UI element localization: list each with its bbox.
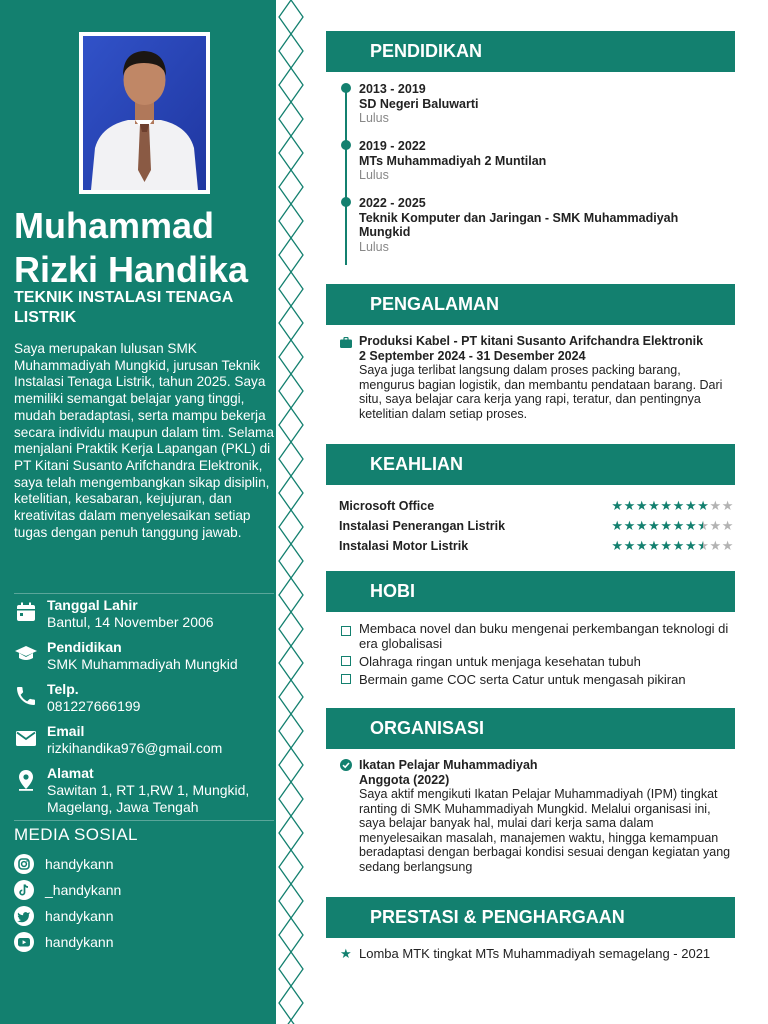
education-school: MTs Muhammadiyah 2 Muntilan bbox=[359, 153, 547, 168]
contact-label: Email bbox=[47, 723, 85, 739]
rating-star: ★ bbox=[697, 538, 710, 553]
organization-position: Anggota (2022) bbox=[359, 772, 450, 787]
skill-name: Microsoft Office bbox=[339, 499, 435, 513]
rating-star: ★ bbox=[660, 518, 673, 533]
hobby-item: Olahraga ringan untuk menjaga kesehatan tubuh bbox=[359, 654, 641, 669]
section-heading-experience: PENGALAMAN bbox=[326, 284, 735, 325]
media-title: MEDIA SOSIAL bbox=[14, 825, 138, 844]
social-tiktok[interactable] bbox=[14, 880, 254, 902]
experience-title: Produksi Kabel - PT kitani Susanto Arifchandra Elektronik bbox=[359, 334, 704, 348]
education-years: 2013 - 2019 bbox=[359, 82, 426, 96]
rating-star: ★ bbox=[684, 518, 698, 533]
location-pin-icon bbox=[14, 768, 38, 792]
diamond-divider bbox=[276, 0, 306, 1024]
rating-star: ★ bbox=[611, 518, 624, 533]
twitter-icon bbox=[14, 906, 34, 926]
skill-rating-stars bbox=[611, 517, 734, 535]
organization-description: Saya aktif mengikuti Ikatan Pelajar Muhammadiyah (IPM) tingkat ranting di SMK Muhammadiyah Mungkid. Melalui organisasi ini, saya belajar banyak hal, mulai dari kerja sama dalam menyelesaikan masalah, manajemen waktu, hingga kemampuan beradaptasi dengan berbagai kondisi sesuai dengan kegiatan yang sedang berlangsung bbox=[359, 787, 731, 874]
education-item bbox=[359, 82, 729, 126]
rating-star: ★ bbox=[684, 498, 698, 513]
contact-label: Tanggal Lahir bbox=[47, 597, 138, 613]
timeline-dot bbox=[341, 83, 351, 93]
award-item: Lomba MTK tingkat MTs Muhammadiyah semagelang - 2021 bbox=[359, 946, 711, 961]
rating-star: ★ bbox=[709, 538, 722, 553]
education-school: Teknik Komputer dan Jaringan - SMK Muhammadiyah Mungkid bbox=[359, 210, 679, 239]
education-school: SD Negeri Baluwarti bbox=[359, 96, 479, 111]
rating-star: ★ bbox=[648, 498, 661, 513]
organization-item bbox=[359, 758, 737, 874]
rating-star: ★ bbox=[684, 538, 698, 553]
sidebar bbox=[0, 0, 276, 1024]
education-item bbox=[359, 139, 729, 183]
education-years: 2019 - 2022 bbox=[359, 139, 426, 153]
checkbox-icon bbox=[341, 656, 351, 666]
star-icon: ★ bbox=[340, 946, 352, 961]
education-status: Lulus bbox=[359, 239, 389, 254]
instagram-icon bbox=[14, 854, 34, 874]
social-handle: handykann bbox=[45, 856, 114, 872]
education-status: Lulus bbox=[359, 111, 389, 125]
contact-value: SMK Muhammadiyah Mungkid bbox=[47, 656, 238, 672]
rating-star: ★ bbox=[672, 498, 685, 513]
tiktok-icon bbox=[14, 880, 34, 900]
section-heading-skills: KEAHLIAN bbox=[326, 444, 735, 485]
sidebar-divider bbox=[14, 593, 274, 594]
rating-star: ★ bbox=[635, 498, 649, 513]
rating-star: ★ bbox=[672, 538, 685, 553]
timeline-dot bbox=[341, 197, 351, 207]
skill-row bbox=[339, 517, 734, 535]
rating-star: ★ bbox=[623, 518, 636, 533]
rating-star: ★ bbox=[721, 498, 734, 513]
phone-icon bbox=[14, 684, 38, 708]
rating-star: ★ bbox=[648, 518, 661, 533]
rating-star: ★ bbox=[611, 498, 624, 513]
experience-item bbox=[359, 334, 729, 421]
rating-star: ★ bbox=[672, 518, 685, 533]
youtube-icon bbox=[14, 932, 34, 952]
rating-star: ★ bbox=[660, 498, 673, 513]
contact-phone bbox=[14, 681, 274, 723]
experience-description: Saya juga terlibat langsung dalam proses packing barang, mengurus bagian logistik, dan membantu pendataan barang. Dari situ, saya belajar cara kerja yang rapi, teratur, dan pentingnya ketelitian dalam setiap proses. bbox=[359, 363, 723, 421]
social-youtube[interactable] bbox=[14, 932, 254, 954]
contact-value: rizkihandika976@gmail.com bbox=[47, 740, 223, 756]
contact-label: Pendidikan bbox=[47, 639, 122, 655]
contact-education bbox=[14, 639, 274, 681]
contact-value: 081227666199 bbox=[47, 698, 141, 714]
profile-role: TEKNIK INSTALASI TENAGA LISTRIK bbox=[14, 289, 233, 326]
education-status: Lulus bbox=[359, 168, 389, 182]
skill-row bbox=[339, 497, 734, 515]
briefcase-icon bbox=[340, 335, 352, 346]
education-item bbox=[359, 196, 729, 254]
rating-star: ★ bbox=[623, 538, 636, 553]
section-heading-organization: ORGANISASI bbox=[326, 708, 735, 749]
section-heading-hobbies: HOBI bbox=[326, 571, 735, 612]
social-twitter[interactable] bbox=[14, 906, 254, 928]
hobby-item: Bermain game COC serta Catur untuk mengasah pikiran bbox=[359, 672, 686, 687]
graduation-cap-icon bbox=[14, 642, 38, 666]
skill-name: Instalasi Motor Listrik bbox=[339, 539, 469, 553]
calendar-icon bbox=[14, 600, 38, 624]
rating-star: ★ bbox=[648, 538, 661, 553]
rating-star: ★ bbox=[697, 518, 710, 533]
social-handle: handykann bbox=[45, 908, 114, 924]
checkbox-icon bbox=[341, 674, 351, 684]
rating-star: ★ bbox=[721, 538, 734, 553]
social-handle: _handykann bbox=[45, 882, 122, 898]
sidebar-divider bbox=[14, 820, 274, 821]
contact-value: Bantul, 14 November 2006 bbox=[47, 614, 214, 630]
organization-name: Ikatan Pelajar Muhammadiyah bbox=[359, 758, 538, 772]
check-circle-icon bbox=[340, 758, 352, 770]
profile-about: Saya merupakan lulusan SMK Muhammadiyah Mungkid, jurusan Teknik Instalasi Tenaga Listrik, tahun 2025. Saya memiliki semangat belajar yang tinggi, mudah beradaptasi, serta mampu bekerja secara individu maupun dalam tim. Selama menjalani Praktik Kerja Lapangan (PKL) di PT Kitani Susanto Arifchandra Elektronik, saya telah mengembangkan sikap disiplin, ketelitian, kesabaran, kejujuran, dan kreativitas dalam menyelesaikan setiap tugas dengan penuh tanggung jawab. bbox=[14, 341, 274, 540]
mail-icon bbox=[14, 726, 38, 750]
experience-period: 2 September 2024 - 31 Desember 2024 bbox=[359, 348, 586, 363]
timeline-dot bbox=[341, 140, 351, 150]
rating-star: ★ bbox=[635, 538, 649, 553]
profile-photo bbox=[79, 32, 210, 194]
hobby-item: Membaca novel dan buku mengenai perkembangan teknologi di era globalisasi bbox=[359, 621, 729, 651]
skill-rating-stars bbox=[611, 537, 734, 555]
section-heading-awards: PRESTASI & PENGHARGAAN bbox=[326, 897, 735, 938]
profile-name: Muhammad Rizki Handika bbox=[14, 205, 249, 290]
skill-row bbox=[339, 537, 734, 555]
rating-star: ★ bbox=[697, 498, 710, 513]
skill-name: Instalasi Penerangan Listrik bbox=[339, 519, 506, 533]
education-years: 2022 - 2025 bbox=[359, 196, 426, 210]
rating-star: ★ bbox=[721, 518, 734, 533]
rating-star: ★ bbox=[709, 498, 722, 513]
rating-star: ★ bbox=[635, 518, 649, 533]
contact-value: Sawitan 1, RT 1,RW 1, Mungkid, Magelang, Jawa Tengah bbox=[47, 782, 250, 815]
section-heading-education: PENDIDIKAN bbox=[326, 31, 735, 72]
timeline-line bbox=[345, 89, 347, 265]
contact-birth bbox=[14, 597, 274, 639]
contact-label: Alamat bbox=[47, 765, 94, 781]
contact-email bbox=[14, 723, 274, 765]
rating-star: ★ bbox=[660, 538, 673, 553]
contact-label: Telp. bbox=[47, 681, 79, 697]
social-instagram[interactable] bbox=[14, 854, 254, 876]
rating-star: ★ bbox=[611, 538, 624, 553]
skill-rating-stars bbox=[611, 497, 734, 515]
rating-star: ★ bbox=[709, 518, 722, 533]
contact-address bbox=[14, 765, 274, 817]
checkbox-icon bbox=[341, 626, 351, 636]
rating-star: ★ bbox=[623, 498, 636, 513]
social-handle: handykann bbox=[45, 934, 114, 950]
